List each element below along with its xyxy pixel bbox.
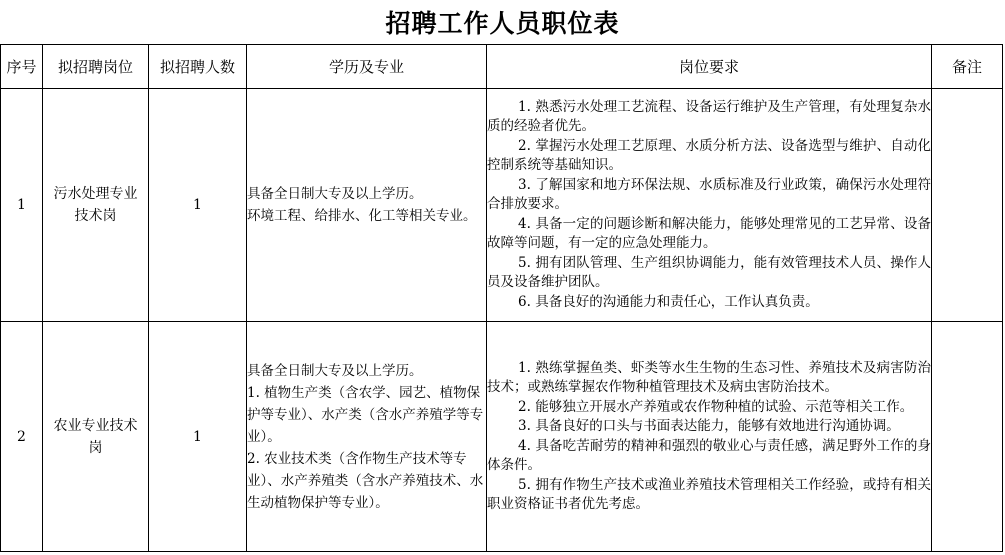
requirement-item: 4. 具备一定的问题诊断和解决能力，能够处理常见的工艺异常、设备故障等问题，有一定的应急处理能力。 bbox=[487, 215, 931, 252]
education-line: 具备全日制大专及以上学历。 bbox=[247, 186, 423, 202]
cell-no: 1 bbox=[1, 89, 43, 322]
requirement-item: 2. 掌握污水处理工艺原理、水质分析方法、设备选型与维护、自动化控制系统等基础知识。 bbox=[487, 137, 931, 174]
requirement-item: 4. 具备吃苦耐劳的精神和强烈的敬业心与责任感，满足野外工作的身体条件。 bbox=[487, 437, 931, 473]
education-line: 2. 农业技术类（含作物生产技术等专业）、水产养殖类（含水产养殖技术、水生动植物保护等专业）。 bbox=[247, 450, 484, 511]
table-row bbox=[1, 322, 1003, 552]
cell-education bbox=[247, 89, 487, 322]
header-row bbox=[1, 45, 1003, 89]
header-count: 拟招聘人数 bbox=[149, 45, 247, 89]
education-line: 1. 植物生产类（含农学、园艺、植物保护等专业）、水产类（含水产养殖学等专业）。 bbox=[247, 384, 484, 445]
requirement-item: 6. 具备良好的沟通能力和责任心，工作认真负责。 bbox=[518, 293, 819, 310]
table-row bbox=[1, 89, 1003, 322]
requirement-item: 1. 熟悉污水处理工艺流程、设备运行维护及生产管理，有处理复杂水质的经验者优先。 bbox=[487, 98, 931, 135]
requirement-item: 1. 熟练掌握鱼类、虾类等水生生物的生态习性、养殖技术及病害防治技术；或熟练掌握农作物种植管理技术及病虫害防治技术。 bbox=[487, 359, 931, 395]
requirement-item: 2. 能够独立开展水产养殖或农作物种植的试验、示范等相关工作。 bbox=[518, 398, 914, 415]
cell-count: 1 bbox=[149, 322, 247, 552]
page-title: 招聘工作人员职位表 bbox=[385, 9, 620, 38]
requirement-item: 5. 拥有团队管理、生产组织协调能力，能有效管理技术人员、操作人员及设备维护团队。 bbox=[487, 254, 931, 291]
requirement-item: 5. 拥有作物生产技术或渔业养殖技术管理相关工作经验，或持有相关职业资格证书者优先考虑。 bbox=[487, 476, 931, 512]
cell-requirements bbox=[487, 89, 932, 322]
education-line: 环境工程、给排水、化工等相关专业。 bbox=[247, 208, 477, 224]
position-name: 农业专业技术岗 bbox=[53, 417, 138, 456]
cell-count: 1 bbox=[149, 89, 247, 322]
header-remarks: 备注 bbox=[932, 45, 1003, 89]
cell-education bbox=[247, 322, 487, 552]
header-position: 拟招聘岗位 bbox=[43, 45, 149, 89]
header-requirements: 岗位要求 bbox=[487, 45, 932, 89]
cell-position bbox=[43, 322, 149, 552]
job-table bbox=[0, 44, 1003, 552]
cell-requirements bbox=[487, 322, 932, 552]
header-no: 序号 bbox=[1, 45, 43, 89]
cell-no: 2 bbox=[1, 322, 43, 552]
cell-remarks bbox=[932, 89, 1003, 322]
header-education: 学历及专业 bbox=[247, 45, 487, 89]
requirement-item: 3. 了解国家和地方环保法规、水质标准及行业政策，确保污水处理符合排放要求。 bbox=[487, 176, 931, 213]
cell-position bbox=[43, 89, 149, 322]
education-line: 具备全日制大专及以上学历。 bbox=[247, 362, 423, 379]
requirement-item: 3. 具备良好的口头与书面表达能力，能够有效地进行沟通协调。 bbox=[518, 418, 900, 434]
cell-remarks bbox=[932, 322, 1003, 552]
title-bar bbox=[0, 0, 1005, 44]
position-name: 污水处理专业技术岗 bbox=[53, 186, 138, 224]
